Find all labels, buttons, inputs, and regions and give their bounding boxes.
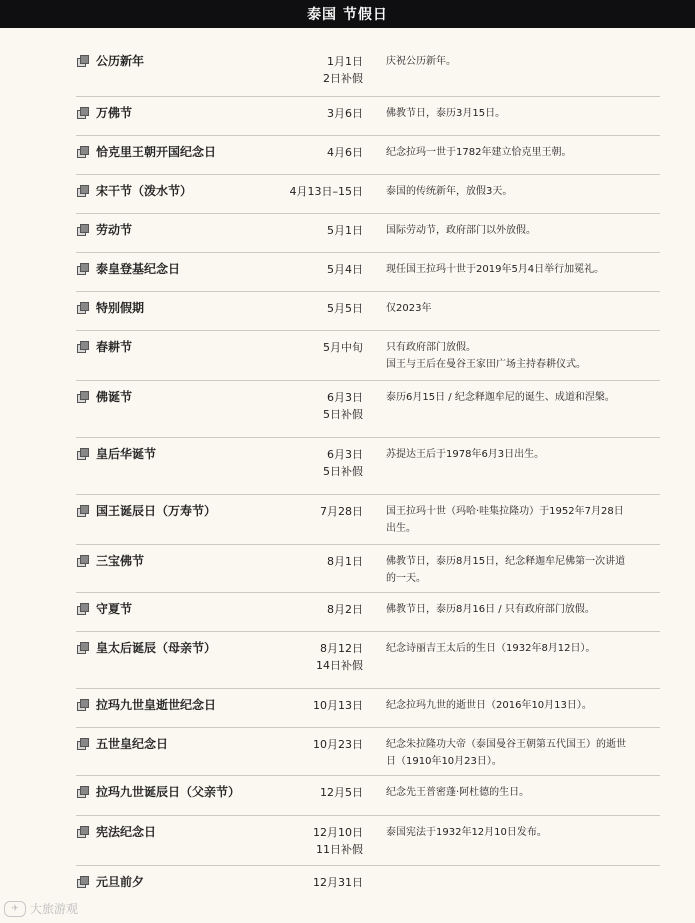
holiday-date xyxy=(276,874,363,891)
holiday-date-line: 12月10日 xyxy=(313,826,363,839)
holiday-date xyxy=(276,824,363,858)
holiday-description-line: 纪念拉玛九世的逝世日（2016年10月13日）。 xyxy=(386,700,592,711)
holiday-table xyxy=(76,45,660,900)
document-icon xyxy=(76,738,96,752)
table-row xyxy=(76,545,660,593)
table-row xyxy=(76,776,660,816)
holiday-description-line: 纪念拉玛一世于1782年建立恰克里王朝。 xyxy=(386,147,572,158)
holiday-date xyxy=(276,784,363,801)
holiday-date xyxy=(276,339,363,356)
holiday-date-line: 2日补假 xyxy=(323,72,363,85)
table-row xyxy=(76,136,660,175)
document-icon xyxy=(76,642,96,656)
holiday-description xyxy=(363,784,660,801)
holiday-date xyxy=(276,222,363,239)
holiday-name: 三宝佛节 xyxy=(96,554,145,568)
holiday-date-line: 7月28日 xyxy=(320,505,363,518)
document-icon xyxy=(76,826,96,840)
table-row xyxy=(76,816,660,866)
document-icon xyxy=(76,185,96,199)
holiday-date xyxy=(276,446,363,480)
holiday-description-line: 国王与王后在曼谷王家田广场主持春耕仪式。 xyxy=(386,359,586,370)
holiday-description xyxy=(363,53,660,70)
holiday-description-line: 泰国宪法于1932年12月10日发布。 xyxy=(386,827,547,838)
holiday-date-line: 12月5日 xyxy=(320,786,363,799)
table-row xyxy=(76,214,660,253)
document-icon xyxy=(76,876,96,890)
holiday-description xyxy=(363,183,660,200)
table-row xyxy=(76,689,660,728)
holiday-date-line: 8月1日 xyxy=(327,555,363,568)
holiday-description-line: 的一天。 xyxy=(386,573,426,584)
holiday-description xyxy=(363,300,660,317)
table-row xyxy=(76,97,660,136)
holiday-name: 拉玛九世诞辰日（父亲节） xyxy=(96,785,241,799)
holiday-date xyxy=(276,601,363,618)
holiday-name: 守夏节 xyxy=(96,602,133,616)
holiday-date-line: 12月31日 xyxy=(313,876,363,889)
holiday-description xyxy=(363,446,660,463)
holiday-name: 宪法纪念日 xyxy=(96,825,157,839)
table-row xyxy=(76,593,660,632)
holiday-date-line: 1月1日 xyxy=(327,55,363,68)
table-row xyxy=(76,728,660,776)
holiday-date xyxy=(276,261,363,278)
holiday-description-line: 苏提达王后于1978年6月3日出生。 xyxy=(386,449,545,460)
document-icon xyxy=(76,107,96,121)
holiday-description-line: 仅2023年 xyxy=(386,303,432,314)
holiday-description xyxy=(363,601,660,618)
holiday-description xyxy=(363,697,660,714)
holiday-description-line: 泰历6月15日 / 纪念释迦牟尼的诞生、成道和涅槃。 xyxy=(386,392,615,403)
holiday-date xyxy=(276,183,363,200)
holiday-description-line: 泰国的传统新年，放假3天。 xyxy=(386,186,513,197)
holiday-description-line: 日（1910年10月23日）。 xyxy=(386,756,502,767)
holiday-description-line: 纪念朱拉隆功大帝（泰国曼谷王朝第五代国王）的逝世 xyxy=(386,739,626,750)
holiday-date-line: 8月2日 xyxy=(327,603,363,616)
holiday-date-line: 5日补假 xyxy=(323,408,363,421)
holiday-description-line: 国际劳动节，政府部门以外放假。 xyxy=(386,225,536,236)
holiday-date-line: 5月4日 xyxy=(327,263,363,276)
holiday-description xyxy=(363,640,660,657)
holiday-name: 泰皇登基纪念日 xyxy=(96,262,181,276)
holiday-date xyxy=(276,640,363,674)
watermark-text: 大旅游观 xyxy=(30,902,79,916)
holiday-description xyxy=(363,261,660,278)
holiday-description xyxy=(363,339,660,373)
document-icon xyxy=(76,263,96,277)
document-icon xyxy=(76,391,96,405)
holiday-description-line: 佛教节日，泰历3月15日。 xyxy=(386,108,506,119)
document-icon xyxy=(76,341,96,355)
holiday-date-line: 3月6日 xyxy=(327,107,363,120)
holiday-name: 特别假期 xyxy=(96,301,145,315)
holiday-description xyxy=(363,105,660,122)
holiday-name: 春耕节 xyxy=(96,340,133,354)
table-row xyxy=(76,331,660,381)
holiday-date-line: 10月13日 xyxy=(313,699,363,712)
document-icon xyxy=(76,603,96,617)
holiday-name: 五世皇纪念日 xyxy=(96,737,169,751)
holiday-description xyxy=(363,144,660,161)
holiday-date xyxy=(276,144,363,161)
holiday-name: 拉玛九世皇逝世纪念日 xyxy=(96,698,217,712)
holiday-description-line: 佛教节日，泰历8月16日 / 只有政府部门放假。 xyxy=(386,604,595,615)
page-title-bar xyxy=(0,0,695,28)
document-icon xyxy=(76,505,96,519)
document-icon xyxy=(76,786,96,800)
holiday-name: 皇后华诞节 xyxy=(96,447,157,461)
table-row xyxy=(76,253,660,292)
holiday-description-line: 庆祝公历新年。 xyxy=(386,56,456,67)
holiday-description xyxy=(363,553,660,587)
holiday-date-line: 5月中旬 xyxy=(323,341,363,354)
table-row xyxy=(76,45,660,97)
holiday-description-line: 纪念先王普密蓬·阿杜德的生日。 xyxy=(386,787,530,798)
holiday-description xyxy=(363,736,660,770)
holiday-date-line: 5月1日 xyxy=(327,224,363,237)
table-row xyxy=(76,632,660,689)
holiday-name: 元旦前夕 xyxy=(96,875,145,889)
table-row xyxy=(76,381,660,438)
holiday-description-line: 只有政府部门放假。 xyxy=(386,342,476,353)
holiday-date-line: 8月12日 xyxy=(320,642,363,655)
table-row xyxy=(76,495,660,545)
holiday-description-line: 佛教节日，泰历8月15日，纪念释迦牟尼佛第一次讲道 xyxy=(386,556,626,567)
page-title: 泰国 节假日 xyxy=(307,7,388,23)
holiday-name: 国王诞辰日（万寿节） xyxy=(96,504,217,518)
holiday-date-line: 6月3日 xyxy=(327,448,363,461)
document-icon xyxy=(76,224,96,238)
holiday-date xyxy=(276,553,363,570)
holiday-date xyxy=(276,105,363,122)
holiday-description xyxy=(363,824,660,841)
holiday-date-line: 4月13日–15日 xyxy=(289,185,363,198)
holiday-date-line: 6月3日 xyxy=(327,391,363,404)
holiday-date xyxy=(276,503,363,520)
document-icon xyxy=(76,55,96,69)
holiday-date-line: 4月6日 xyxy=(327,146,363,159)
holiday-description-line: 现任国王拉玛十世于2019年5月4日举行加冕礼。 xyxy=(386,264,605,275)
holiday-date xyxy=(276,53,363,87)
holiday-name: 佛诞节 xyxy=(96,390,133,404)
holiday-name: 宋干节（泼水节） xyxy=(96,184,193,198)
document-icon xyxy=(76,699,96,713)
document-icon xyxy=(76,555,96,569)
holiday-description xyxy=(363,503,660,537)
holiday-date-line: 14日补假 xyxy=(316,659,363,672)
table-row xyxy=(76,292,660,331)
holiday-date-line: 11日补假 xyxy=(316,843,363,856)
holiday-date-line: 5月5日 xyxy=(327,302,363,315)
holiday-date-line: 10月23日 xyxy=(313,738,363,751)
watermark-logo-icon: ✈ xyxy=(4,901,26,917)
holiday-date xyxy=(276,736,363,753)
holiday-date xyxy=(276,389,363,423)
table-row xyxy=(76,438,660,495)
table-row xyxy=(76,866,660,900)
holiday-name: 恰克里王朝开国纪念日 xyxy=(96,145,217,159)
holiday-date-line: 5日补假 xyxy=(323,465,363,478)
document-icon xyxy=(76,302,96,316)
holiday-date xyxy=(276,697,363,714)
holiday-name: 万佛节 xyxy=(96,106,133,120)
document-icon xyxy=(76,448,96,462)
holiday-description-line: 纪念诗丽吉王太后的生日（1932年8月12日）。 xyxy=(386,643,596,654)
holiday-description xyxy=(363,389,660,406)
document-icon xyxy=(76,146,96,160)
holiday-name: 公历新年 xyxy=(96,54,145,68)
holiday-name: 皇太后诞辰（母亲节） xyxy=(96,641,217,655)
table-row xyxy=(76,175,660,214)
holiday-date xyxy=(276,300,363,317)
holiday-name: 劳动节 xyxy=(96,223,133,237)
holiday-description-line: 出生。 xyxy=(386,523,416,534)
watermark xyxy=(4,900,78,917)
holiday-description xyxy=(363,222,660,239)
holiday-description-line: 国王拉玛十世（玛哈·哇集拉隆功）于1952年7月28日 xyxy=(386,506,624,517)
